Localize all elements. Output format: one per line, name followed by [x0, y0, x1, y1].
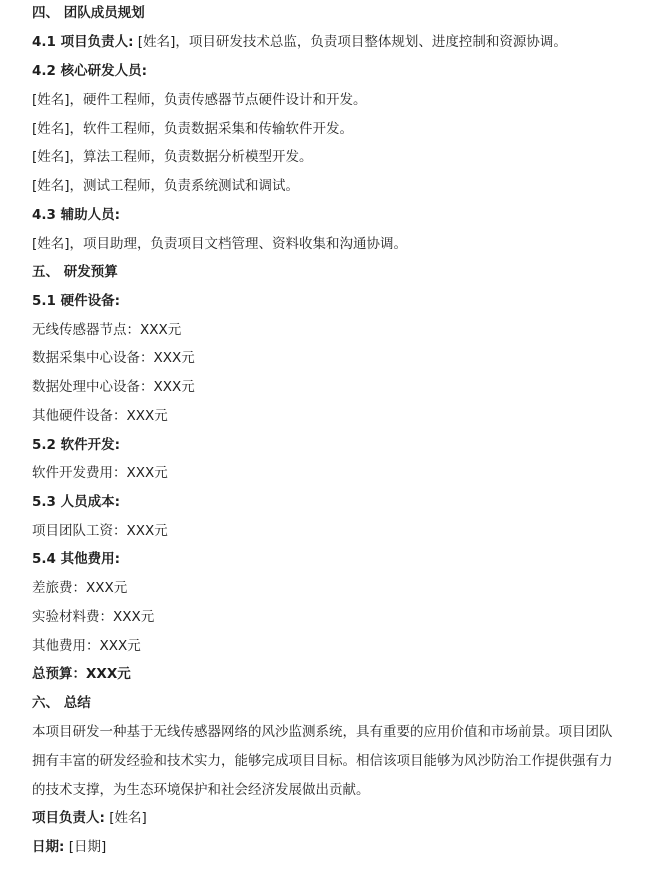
budget-item: 实验材料费：XXX元	[32, 609, 155, 625]
section-6-heading: 六、 总结	[32, 695, 91, 711]
summary-line: 本项目研发一种基于无线传感器网络的风沙监测系统，具有重要的应用价值和市场前景。项目团队	[32, 724, 613, 740]
date-value: [日期]	[64, 839, 107, 855]
budget-item: 其他硬件设备：XXX元	[32, 408, 168, 424]
budget-item: 无线传感器节点：XXX元	[32, 322, 182, 338]
date-label: 日期:	[32, 839, 65, 855]
project-leader-label: 项目负责人:	[32, 810, 105, 826]
section-5-1-heading: 5.1 硬件设备:	[32, 293, 121, 309]
project-leader-value: [姓名]	[104, 810, 147, 826]
date-line	[32, 837, 654, 857]
budget-item: 数据采集中心设备：XXX元	[32, 350, 195, 366]
summary-paragraph	[32, 718, 660, 805]
budget-item: 其他费用：XXX元	[32, 638, 141, 654]
budget-item: 项目团队工资：XXX元	[32, 523, 168, 539]
section-5-4-heading: 5.4 其他费用:	[32, 551, 121, 567]
section-5-3-heading: 5.3 人员成本:	[32, 494, 121, 510]
team-member-item: [姓名]，硬件工程师，负责传感器节点硬件设计和开发。	[32, 92, 367, 108]
section-4-2-heading: 4.2 核心研发人员:	[32, 63, 148, 79]
team-member-item: [姓名]，软件工程师，负责数据采集和传输软件开发。	[32, 121, 354, 137]
section-4-1-line	[32, 32, 654, 52]
section-4-1-text: [姓名]，项目研发技术总监，负责项目整体规划、进度控制和资源协调。	[133, 34, 567, 50]
team-member-item: [姓名]，算法工程师，负责数据分析模型开发。	[32, 149, 313, 165]
section-4-1-label: 4.1 项目负责人:	[32, 34, 134, 50]
budget-item: 差旅费：XXX元	[32, 580, 128, 596]
total-budget: 总预算：XXX元	[32, 666, 131, 682]
section-4-3-heading: 4.3 辅助人员:	[32, 207, 121, 223]
budget-item: 数据处理中心设备：XXX元	[32, 379, 195, 395]
summary-line: 的技术支撑，为生态环境保护和社会经济发展做出贡献。	[32, 782, 370, 798]
team-member-item: [姓名]，测试工程师，负责系统测试和调试。	[32, 178, 300, 194]
section-5-2-heading: 5.2 软件开发:	[32, 437, 121, 453]
summary-line: 拥有丰富的研发经验和技术实力，能够完成项目目标。相信该项目能够为风沙防治工作提供强有力	[32, 753, 613, 769]
assistant-item: [姓名]，项目助理，负责项目文档管理、资料收集和沟通协调。	[32, 236, 408, 252]
project-leader-line	[32, 808, 654, 828]
section-4-heading: 四、 团队成员规划	[32, 5, 145, 21]
section-5-heading: 五、 研发预算	[32, 264, 118, 280]
budget-item: 软件开发费用：XXX元	[32, 465, 168, 481]
